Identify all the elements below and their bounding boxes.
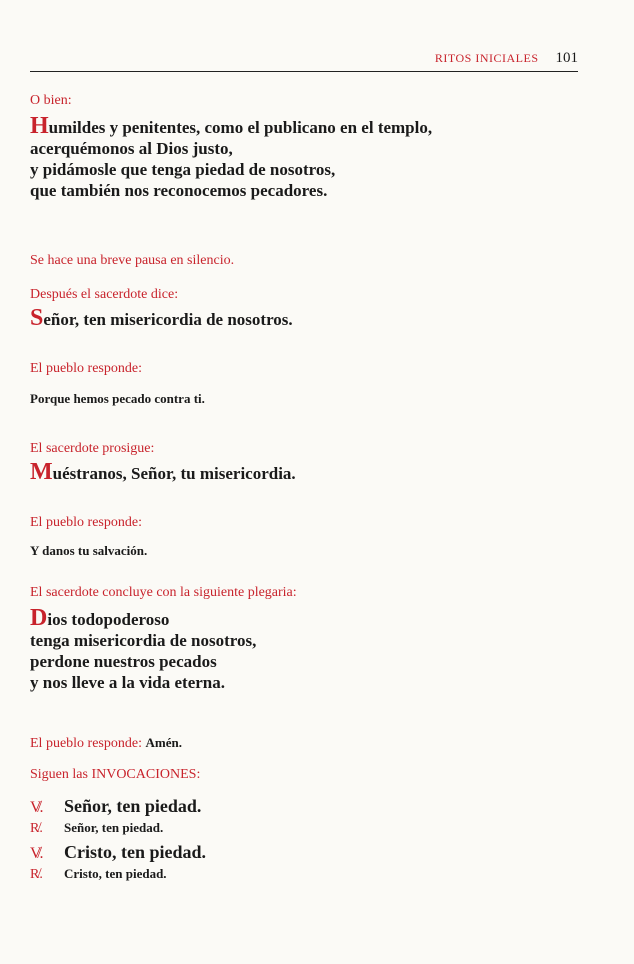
rubric-o-bien: O bien: [30,93,72,108]
invocation-versicle-1 [30,796,201,817]
prayer-line: perdone nuestros pecados [30,652,217,671]
running-header [30,50,578,67]
prayer-line: acerquémonos al Dios justo, [30,139,233,158]
prayer-dios [30,605,257,693]
versicle-text: Cristo, ten piedad. [64,842,207,862]
versicle-symbol: V̸. [30,845,44,862]
red-initial: H [30,113,49,139]
rubric-priest-continues: El sacerdote prosigue: [30,441,155,456]
red-initial: D [30,605,48,631]
invocation-versicle-2 [30,842,206,863]
page-number: 101 [555,50,578,66]
response-symbol: R̸. [30,867,43,882]
versicle-text: Señor, ten piedad. [64,796,202,816]
red-initial: S [30,305,44,331]
prayer-line: y nos lleve a la vida eterna. [30,673,226,692]
prayer-line: que también nos reconocemos pecadores. [30,181,328,200]
response-porque: Porque hemos pecado contra ti. [30,391,205,406]
response-amen: Amén. [145,735,182,750]
prayer-muestranos: Muéstranos, Señor, tu misericordia. [30,459,296,485]
prayer-line: Dios todopoderoso [30,605,170,631]
response-text: Cristo, ten piedad. [64,866,167,881]
invocation-response-2 [30,866,167,883]
rubric-people-responds-1: El pueblo responde: [30,361,142,376]
header-rule [30,71,578,72]
rubric-people-responds-3: El pueblo responde: Amén. [30,735,182,751]
response-y-danos: Y danos tu salvación. [30,543,148,558]
section-title: RITOS INICIALES [434,51,539,65]
rubric-priest-says: Después el sacerdote dice: [30,287,179,302]
prayer-line: y pidámosle que tenga piedad de nosotros, [30,160,336,179]
rubric-priest-concludes: El sacerdote concluye con la siguiente plegaria: [30,585,297,600]
response-text: Señor, ten piedad. [64,820,164,835]
prayer-humildes [30,113,433,201]
rubric-invocations: Siguen las INVOCACIONES: [30,767,201,782]
versicle-symbol: V̸. [30,799,44,816]
prayer-line: Humildes y penitentes, como el publicano en el templo, [30,113,433,139]
invocation-response-1 [30,820,163,837]
rubric-people-responds-2: El pueblo responde: [30,515,142,530]
red-initial: M [30,459,53,485]
prayer-line: tenga misericordia de nosotros, [30,631,257,650]
response-symbol: R̸. [30,821,43,836]
prayer-senor: Señor, ten misericordia de nosotros. [30,305,293,331]
rubric-pause: Se hace una breve pausa en silencio. [30,253,235,268]
